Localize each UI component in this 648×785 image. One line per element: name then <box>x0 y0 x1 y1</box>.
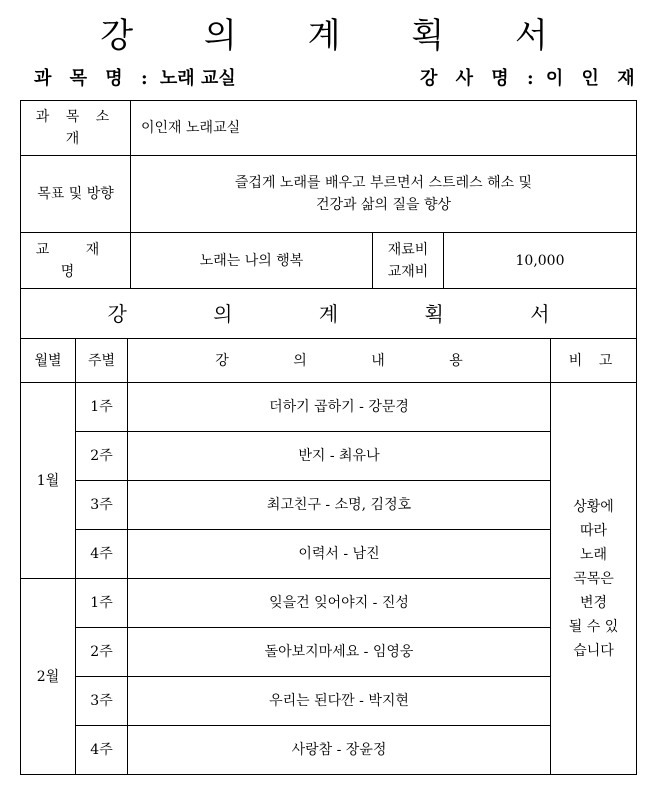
instructor-info <box>420 66 641 92</box>
content-cell: 최고친구 - 소명, 김정호 <box>128 481 551 530</box>
instructor-label: 강 사 명 : <box>420 68 540 89</box>
note-line: 노래 <box>579 546 608 563</box>
intro-value: 이인재 노래교실 <box>131 101 637 156</box>
note-line: 곡목은 <box>573 570 614 587</box>
week-cell: 3주 <box>76 677 128 726</box>
table-row <box>21 432 637 481</box>
note-line: 습니다 <box>573 642 614 659</box>
goal-label: 목표 및 방향 <box>21 156 131 233</box>
header-note: 비 고 <box>551 339 637 383</box>
note-cell <box>551 383 637 775</box>
note-line: 될 수 있 <box>568 618 619 635</box>
document-title: 강 의 계 획 서 <box>100 16 578 56</box>
table-row <box>21 628 637 677</box>
fee-label <box>373 233 444 289</box>
week-cell: 4주 <box>76 726 128 775</box>
table-row <box>21 530 637 579</box>
course-name: 노래 교실 <box>159 68 236 89</box>
fee-label-line-2: 교재비 <box>387 263 429 280</box>
week-cell: 2주 <box>76 432 128 481</box>
instructor-name: 이 인 재 <box>545 68 641 89</box>
month-cell: 2월 <box>21 579 76 775</box>
textbook-value: 노래는 나의 행복 <box>131 233 373 289</box>
note-line: 따라 <box>579 522 608 539</box>
table-row <box>21 677 637 726</box>
header-month: 월별 <box>21 339 76 383</box>
content-cell: 이력서 - 남진 <box>128 530 551 579</box>
header-week: 주별 <box>76 339 128 383</box>
table-row <box>21 383 637 432</box>
goal-row <box>21 156 637 233</box>
content-cell: 반지 - 최유나 <box>128 432 551 481</box>
plan-title: 강 의 계 획 서 <box>21 289 637 339</box>
textbook-label: 교 재 명 <box>21 233 131 289</box>
goal-value <box>131 156 637 233</box>
goal-line-1: 즐겁게 노래를 배우고 부르면서 스트레스 해소 및 <box>234 175 533 191</box>
table-row <box>21 481 637 530</box>
note-line: 변경 <box>579 594 608 611</box>
course-info-table <box>20 100 637 339</box>
content-cell: 우리는 된다깐 - 박지현 <box>128 677 551 726</box>
fee-value: 10,000 <box>444 233 637 289</box>
content-cell: 더하기 곱하기 - 강문경 <box>128 383 551 432</box>
intro-row <box>21 101 637 156</box>
note-line: 상황에 <box>573 498 614 515</box>
course-info <box>34 66 236 92</box>
lecture-plan-table <box>20 338 637 775</box>
fee-label-line-1: 재료비 <box>387 241 429 258</box>
intro-label: 과 목 소 개 <box>21 101 131 156</box>
table-row <box>21 726 637 775</box>
week-cell: 4주 <box>76 530 128 579</box>
week-cell: 3주 <box>76 481 128 530</box>
course-label: 과 목 명 : <box>34 68 154 89</box>
content-cell: 돌아보지마세요 - 임영웅 <box>128 628 551 677</box>
week-cell: 2주 <box>76 628 128 677</box>
table-row <box>21 579 637 628</box>
week-cell: 1주 <box>76 579 128 628</box>
content-cell: 사랑참 - 장윤정 <box>128 726 551 775</box>
plan-title-row <box>21 289 637 339</box>
content-cell: 잊을건 잊어야지 - 진성 <box>128 579 551 628</box>
plan-header-row <box>21 339 637 383</box>
textbook-row <box>21 233 637 289</box>
month-cell: 1월 <box>21 383 76 579</box>
header-content: 강 의 내 용 <box>128 339 551 383</box>
week-cell: 1주 <box>76 383 128 432</box>
goal-line-2: 건강과 삶의 질을 향상 <box>315 197 452 213</box>
